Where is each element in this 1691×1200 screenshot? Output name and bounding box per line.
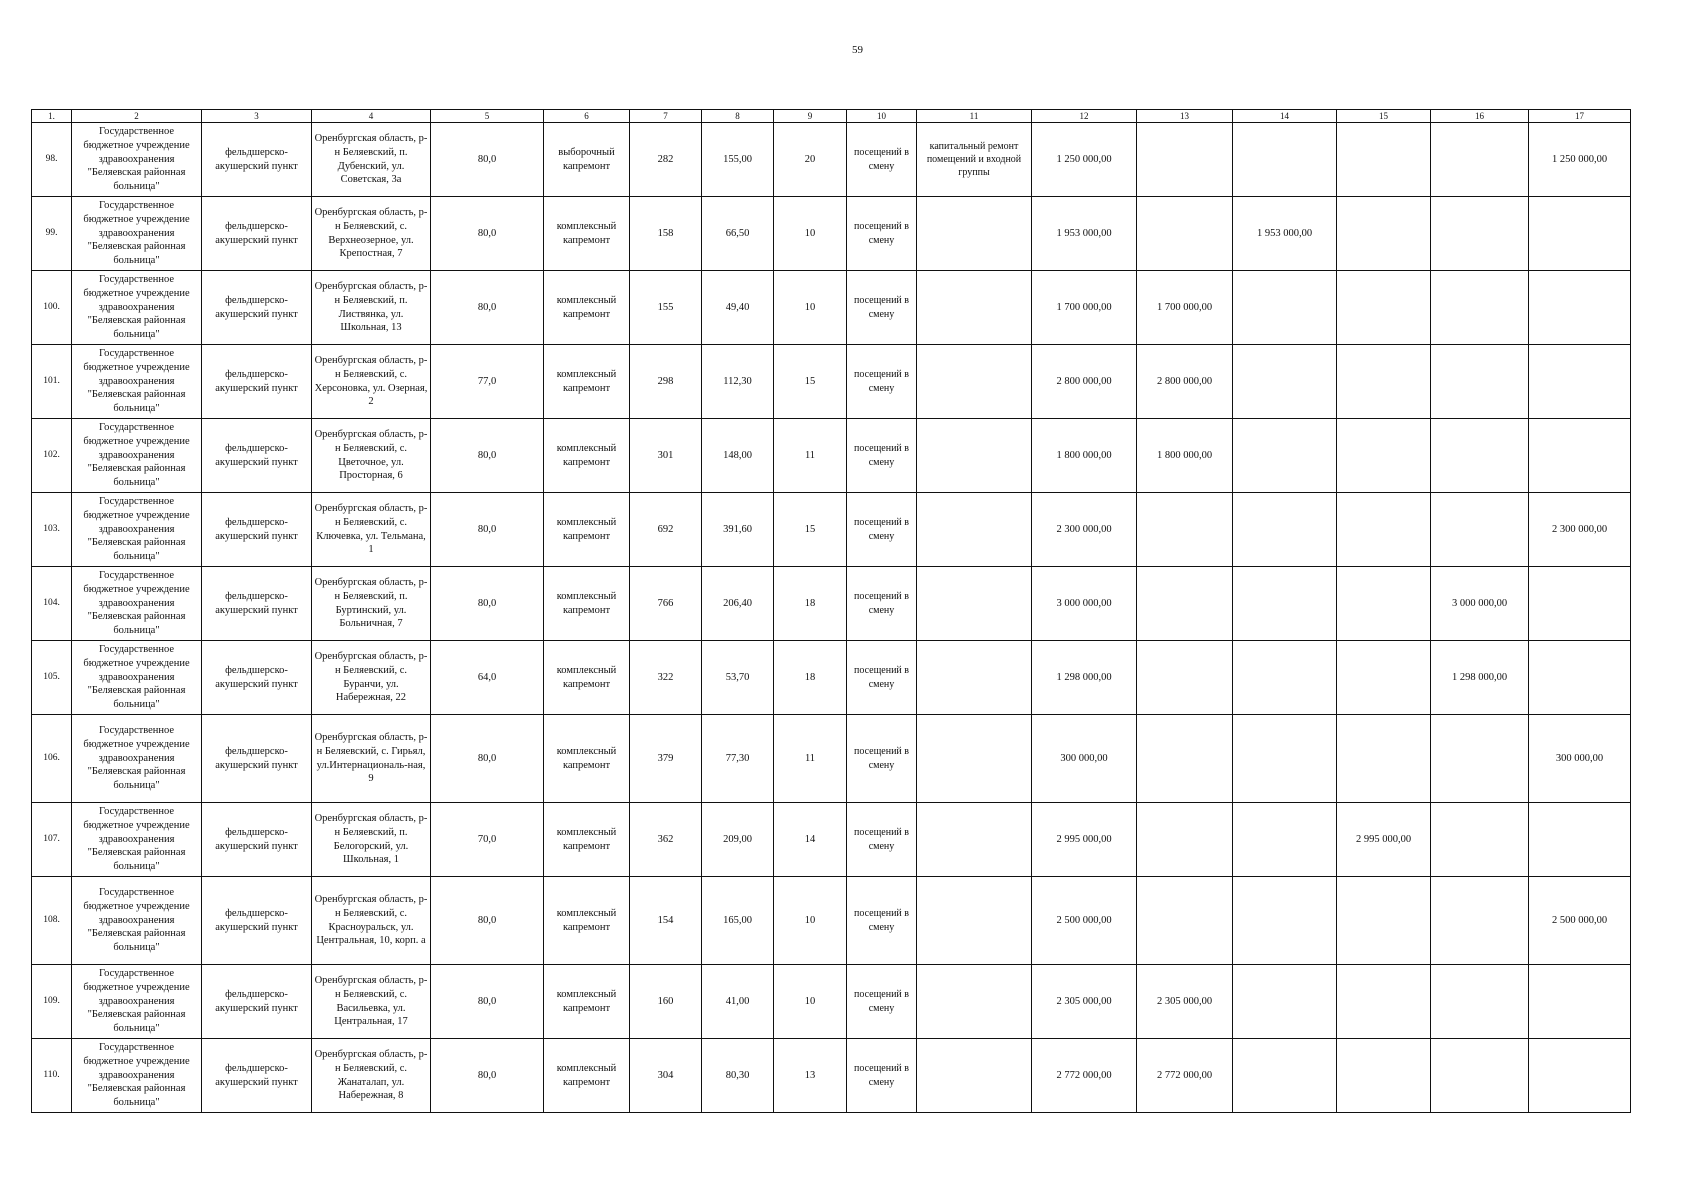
col-15-amount <box>1337 965 1431 1039</box>
col-15-amount <box>1337 1039 1431 1113</box>
facility-type: фельдшерско-акушерский пункт <box>202 567 312 641</box>
facility-address: Оренбургская область, р-н Беляевский, с. Жанаталап, ул. Набережная, 8 <box>312 1039 431 1113</box>
row-number: 102. <box>32 419 72 493</box>
col-5-value: 80,0 <box>431 1039 544 1113</box>
table-row <box>32 877 1631 965</box>
col-13-amount <box>1137 123 1233 197</box>
facility-type: фельдшерско-акушерский пункт <box>202 1039 312 1113</box>
facility-type: фельдшерско-акушерский пункт <box>202 123 312 197</box>
row-number: 99. <box>32 197 72 271</box>
col-13-amount: 2 305 000,00 <box>1137 965 1233 1039</box>
table-row <box>32 493 1631 567</box>
repair-type: комплексный капремонт <box>544 1039 630 1113</box>
col-14-amount <box>1233 271 1337 345</box>
row-number: 98. <box>32 123 72 197</box>
capacity-unit: посещений в смену <box>847 345 917 419</box>
column-header-3: 3 <box>202 110 312 123</box>
institution-name: Государственное бюджетное учреждение здравоохранения "Беляевская районная больница" <box>72 345 202 419</box>
total-cost: 2 305 000,00 <box>1032 965 1137 1039</box>
col-8-value: 41,00 <box>702 965 774 1039</box>
table-row <box>32 803 1631 877</box>
col-17-amount: 2 300 000,00 <box>1529 493 1631 567</box>
col-5-value: 80,0 <box>431 419 544 493</box>
col-5-value: 80,0 <box>431 493 544 567</box>
col-14-amount <box>1233 641 1337 715</box>
total-cost: 3 000 000,00 <box>1032 567 1137 641</box>
repair-type: выборочный капремонт <box>544 123 630 197</box>
table-row <box>32 419 1631 493</box>
row-number: 107. <box>32 803 72 877</box>
institution-name: Государственное бюджетное учреждение здравоохранения "Беляевская районная больница" <box>72 197 202 271</box>
col-13-amount: 2 772 000,00 <box>1137 1039 1233 1113</box>
work-description <box>917 803 1032 877</box>
work-description <box>917 197 1032 271</box>
col-14-amount <box>1233 567 1337 641</box>
facility-address: Оренбургская область, р-н Беляевский, с. Красноуральск, ул. Центральная, 10, корп. а <box>312 877 431 965</box>
col-7-value: 304 <box>630 1039 702 1113</box>
col-5-value: 80,0 <box>431 123 544 197</box>
col-9-value: 10 <box>774 271 847 345</box>
work-description <box>917 493 1032 567</box>
col-14-amount <box>1233 1039 1337 1113</box>
work-description <box>917 567 1032 641</box>
col-15-amount <box>1337 345 1431 419</box>
col-9-value: 10 <box>774 197 847 271</box>
column-header-13: 13 <box>1137 110 1233 123</box>
column-header-12: 12 <box>1032 110 1137 123</box>
capacity-unit: посещений в смену <box>847 493 917 567</box>
col-5-value: 70,0 <box>431 803 544 877</box>
col-16-amount <box>1431 197 1529 271</box>
facility-type: фельдшерско-акушерский пункт <box>202 965 312 1039</box>
total-cost: 2 995 000,00 <box>1032 803 1137 877</box>
col-14-amount <box>1233 803 1337 877</box>
col-13-amount <box>1137 715 1233 803</box>
facility-address: Оренбургская область, р-н Беляевский, п. Дубенский, ул. Советская, 3а <box>312 123 431 197</box>
col-14-amount <box>1233 345 1337 419</box>
col-16-amount <box>1431 803 1529 877</box>
table-row <box>32 1039 1631 1113</box>
col-16-amount: 1 298 000,00 <box>1431 641 1529 715</box>
col-16-amount <box>1431 419 1529 493</box>
row-number: 103. <box>32 493 72 567</box>
col-5-value: 80,0 <box>431 877 544 965</box>
table-row <box>32 567 1631 641</box>
institution-name: Государственное бюджетное учреждение здравоохранения "Беляевская районная больница" <box>72 419 202 493</box>
work-description: капитальный ремонт помещений и входной группы <box>917 123 1032 197</box>
col-17-amount: 1 250 000,00 <box>1529 123 1631 197</box>
column-header-7: 7 <box>630 110 702 123</box>
col-16-amount <box>1431 1039 1529 1113</box>
table-row <box>32 345 1631 419</box>
col-17-amount <box>1529 567 1631 641</box>
capacity-unit: посещений в смену <box>847 715 917 803</box>
col-5-value: 64,0 <box>431 641 544 715</box>
col-5-value: 80,0 <box>431 271 544 345</box>
col-9-value: 15 <box>774 345 847 419</box>
col-17-amount <box>1529 1039 1631 1113</box>
column-header-8: 8 <box>702 110 774 123</box>
institution-name: Государственное бюджетное учреждение здравоохранения "Беляевская районная больница" <box>72 803 202 877</box>
col-13-amount: 1 800 000,00 <box>1137 419 1233 493</box>
facility-type: фельдшерско-акушерский пункт <box>202 419 312 493</box>
row-number: 101. <box>32 345 72 419</box>
col-16-amount <box>1431 493 1529 567</box>
institution-name: Государственное бюджетное учреждение здравоохранения "Беляевская районная больница" <box>72 493 202 567</box>
repair-type: комплексный капремонт <box>544 493 630 567</box>
col-8-value: 209,00 <box>702 803 774 877</box>
capital-repair-table <box>31 109 1631 1113</box>
facility-type: фельдшерско-акушерский пункт <box>202 345 312 419</box>
col-7-value: 155 <box>630 271 702 345</box>
col-16-amount <box>1431 715 1529 803</box>
total-cost: 300 000,00 <box>1032 715 1137 803</box>
col-5-value: 80,0 <box>431 567 544 641</box>
col-9-value: 13 <box>774 1039 847 1113</box>
total-cost: 2 772 000,00 <box>1032 1039 1137 1113</box>
col-15-amount: 2 995 000,00 <box>1337 803 1431 877</box>
facility-address: Оренбургская область, р-н Беляевский, п. Буртинский, ул. Больничная, 7 <box>312 567 431 641</box>
col-16-amount <box>1431 345 1529 419</box>
col-8-value: 66,50 <box>702 197 774 271</box>
col-15-amount <box>1337 123 1431 197</box>
col-15-amount <box>1337 493 1431 567</box>
column-header-1: 1. <box>32 110 72 123</box>
col-5-value: 80,0 <box>431 965 544 1039</box>
column-header-14: 14 <box>1233 110 1337 123</box>
work-description <box>917 271 1032 345</box>
institution-name: Государственное бюджетное учреждение здравоохранения "Беляевская районная больница" <box>72 1039 202 1113</box>
col-8-value: 155,00 <box>702 123 774 197</box>
col-15-amount <box>1337 877 1431 965</box>
facility-address: Оренбургская область, р-н Беляевский, с. Верхнеозерное, ул. Крепостная, 7 <box>312 197 431 271</box>
facility-address: Оренбургская область, р-н Беляевский, с. Васильевка, ул. Центральная, 17 <box>312 965 431 1039</box>
col-15-amount <box>1337 715 1431 803</box>
table-row <box>32 715 1631 803</box>
column-header-16: 16 <box>1431 110 1529 123</box>
facility-type: фельдшерско-акушерский пункт <box>202 493 312 567</box>
col-13-amount <box>1137 877 1233 965</box>
col-14-amount <box>1233 123 1337 197</box>
facility-type: фельдшерско-акушерский пункт <box>202 197 312 271</box>
col-7-value: 362 <box>630 803 702 877</box>
col-16-amount: 3 000 000,00 <box>1431 567 1529 641</box>
col-8-value: 391,60 <box>702 493 774 567</box>
col-16-amount <box>1431 271 1529 345</box>
col-9-value: 11 <box>774 715 847 803</box>
col-9-value: 11 <box>774 419 847 493</box>
capacity-unit: посещений в смену <box>847 965 917 1039</box>
col-9-value: 18 <box>774 567 847 641</box>
col-8-value: 112,30 <box>702 345 774 419</box>
col-13-amount: 1 700 000,00 <box>1137 271 1233 345</box>
col-7-value: 160 <box>630 965 702 1039</box>
total-cost: 1 298 000,00 <box>1032 641 1137 715</box>
col-17-amount <box>1529 641 1631 715</box>
total-cost: 1 953 000,00 <box>1032 197 1137 271</box>
capacity-unit: посещений в смену <box>847 567 917 641</box>
column-header-9: 9 <box>774 110 847 123</box>
col-15-amount <box>1337 419 1431 493</box>
repair-type: комплексный капремонт <box>544 877 630 965</box>
capacity-unit: посещений в смену <box>847 1039 917 1113</box>
col-9-value: 10 <box>774 877 847 965</box>
institution-name: Государственное бюджетное учреждение здравоохранения "Беляевская районная больница" <box>72 641 202 715</box>
institution-name: Государственное бюджетное учреждение здравоохранения "Беляевская районная больница" <box>72 877 202 965</box>
col-17-amount <box>1529 271 1631 345</box>
col-9-value: 14 <box>774 803 847 877</box>
col-14-amount <box>1233 965 1337 1039</box>
facility-type: фельдшерско-акушерский пункт <box>202 271 312 345</box>
col-17-amount: 300 000,00 <box>1529 715 1631 803</box>
work-description <box>917 419 1032 493</box>
table-row <box>32 197 1631 271</box>
repair-type: комплексный капремонт <box>544 345 630 419</box>
col-8-value: 165,00 <box>702 877 774 965</box>
col-9-value: 15 <box>774 493 847 567</box>
col-16-amount <box>1431 877 1529 965</box>
col-7-value: 692 <box>630 493 702 567</box>
repair-type: комплексный капремонт <box>544 567 630 641</box>
facility-address: Оренбургская область, р-н Беляевский, с. Ключевка, ул. Тельмана, 1 <box>312 493 431 567</box>
col-7-value: 301 <box>630 419 702 493</box>
institution-name: Государственное бюджетное учреждение здравоохранения "Беляевская районная больница" <box>72 965 202 1039</box>
col-17-amount <box>1529 197 1631 271</box>
total-cost: 1 700 000,00 <box>1032 271 1137 345</box>
col-8-value: 77,30 <box>702 715 774 803</box>
col-9-value: 10 <box>774 965 847 1039</box>
row-number: 109. <box>32 965 72 1039</box>
work-description <box>917 1039 1032 1113</box>
column-header-17: 17 <box>1529 110 1631 123</box>
repair-type: комплексный капремонт <box>544 965 630 1039</box>
col-17-amount: 2 500 000,00 <box>1529 877 1631 965</box>
table-row <box>32 123 1631 197</box>
col-14-amount <box>1233 715 1337 803</box>
repair-type: комплексный капремонт <box>544 715 630 803</box>
facility-address: Оренбургская область, р-н Беляевский, п. Белогорский, ул. Школьная, 1 <box>312 803 431 877</box>
capacity-unit: посещений в смену <box>847 271 917 345</box>
facility-address: Оренбургская область, р-н Беляевский, с. Буранчи, ул. Набережная, 22 <box>312 641 431 715</box>
col-15-amount <box>1337 567 1431 641</box>
facility-address: Оренбургская область, р-н Беляевский, п. Листвянка, ул. Школьная, 13 <box>312 271 431 345</box>
facility-address: Оренбургская область, р-н Беляевский, с. Херсоновка, ул. Озерная, 2 <box>312 345 431 419</box>
facility-type: фельдшерско-акушерский пункт <box>202 877 312 965</box>
col-8-value: 80,30 <box>702 1039 774 1113</box>
repair-type: комплексный капремонт <box>544 271 630 345</box>
column-header-2: 2 <box>72 110 202 123</box>
col-15-amount <box>1337 271 1431 345</box>
col-17-amount <box>1529 965 1631 1039</box>
work-description <box>917 877 1032 965</box>
capacity-unit: посещений в смену <box>847 877 917 965</box>
row-number: 100. <box>32 271 72 345</box>
facility-address: Оренбургская область, р-н Беляевский, с. Гирьял, ул.Интернациональ-ная, 9 <box>312 715 431 803</box>
total-cost: 2 500 000,00 <box>1032 877 1137 965</box>
col-5-value: 80,0 <box>431 715 544 803</box>
col-13-amount <box>1137 641 1233 715</box>
total-cost: 2 800 000,00 <box>1032 345 1137 419</box>
column-header-11: 11 <box>917 110 1032 123</box>
row-number: 108. <box>32 877 72 965</box>
table-row <box>32 965 1631 1039</box>
facility-type: фельдшерско-акушерский пункт <box>202 715 312 803</box>
row-number: 104. <box>32 567 72 641</box>
col-7-value: 154 <box>630 877 702 965</box>
col-8-value: 49,40 <box>702 271 774 345</box>
col-7-value: 298 <box>630 345 702 419</box>
column-header-4: 4 <box>312 110 431 123</box>
col-17-amount <box>1529 803 1631 877</box>
facility-type: фельдшерско-акушерский пункт <box>202 641 312 715</box>
capacity-unit: посещений в смену <box>847 803 917 877</box>
col-13-amount <box>1137 197 1233 271</box>
col-13-amount <box>1137 567 1233 641</box>
col-9-value: 18 <box>774 641 847 715</box>
col-5-value: 80,0 <box>431 197 544 271</box>
row-number: 110. <box>32 1039 72 1113</box>
col-8-value: 53,70 <box>702 641 774 715</box>
col-13-amount <box>1137 803 1233 877</box>
institution-name: Государственное бюджетное учреждение здравоохранения "Беляевская районная больница" <box>72 123 202 197</box>
col-13-amount: 2 800 000,00 <box>1137 345 1233 419</box>
total-cost: 1 800 000,00 <box>1032 419 1137 493</box>
table-row <box>32 641 1631 715</box>
col-7-value: 158 <box>630 197 702 271</box>
total-cost: 1 250 000,00 <box>1032 123 1137 197</box>
institution-name: Государственное бюджетное учреждение здравоохранения "Беляевская районная больница" <box>72 715 202 803</box>
column-header-5: 5 <box>431 110 544 123</box>
column-header-10: 10 <box>847 110 917 123</box>
repair-type: комплексный капремонт <box>544 197 630 271</box>
work-description <box>917 965 1032 1039</box>
col-15-amount <box>1337 641 1431 715</box>
capacity-unit: посещений в смену <box>847 123 917 197</box>
repair-type: комплексный капремонт <box>544 419 630 493</box>
repair-type: комплексный капремонт <box>544 803 630 877</box>
col-7-value: 282 <box>630 123 702 197</box>
capacity-unit: посещений в смену <box>847 641 917 715</box>
col-14-amount <box>1233 419 1337 493</box>
work-description <box>917 641 1032 715</box>
facility-address: Оренбургская область, р-н Беляевский, с. Цветочное, ул. Просторная, 6 <box>312 419 431 493</box>
col-5-value: 77,0 <box>431 345 544 419</box>
table-row <box>32 271 1631 345</box>
total-cost: 2 300 000,00 <box>1032 493 1137 567</box>
col-17-amount <box>1529 419 1631 493</box>
row-number: 106. <box>32 715 72 803</box>
col-14-amount: 1 953 000,00 <box>1233 197 1337 271</box>
col-7-value: 379 <box>630 715 702 803</box>
facility-type: фельдшерско-акушерский пункт <box>202 803 312 877</box>
institution-name: Государственное бюджетное учреждение здравоохранения "Беляевская районная больница" <box>72 567 202 641</box>
page-number: 59 <box>852 44 863 56</box>
column-header-6: 6 <box>544 110 630 123</box>
col-14-amount <box>1233 877 1337 965</box>
capacity-unit: посещений в смену <box>847 197 917 271</box>
col-8-value: 148,00 <box>702 419 774 493</box>
col-17-amount <box>1529 345 1631 419</box>
institution-name: Государственное бюджетное учреждение здравоохранения "Беляевская районная больница" <box>72 271 202 345</box>
col-7-value: 322 <box>630 641 702 715</box>
row-number: 105. <box>32 641 72 715</box>
column-header-15: 15 <box>1337 110 1431 123</box>
work-description <box>917 715 1032 803</box>
repair-type: комплексный капремонт <box>544 641 630 715</box>
col-13-amount <box>1137 493 1233 567</box>
col-16-amount <box>1431 123 1529 197</box>
column-number-header-row <box>32 110 1631 123</box>
capacity-unit: посещений в смену <box>847 419 917 493</box>
col-15-amount <box>1337 197 1431 271</box>
col-8-value: 206,40 <box>702 567 774 641</box>
col-14-amount <box>1233 493 1337 567</box>
col-7-value: 766 <box>630 567 702 641</box>
work-description <box>917 345 1032 419</box>
col-9-value: 20 <box>774 123 847 197</box>
col-16-amount <box>1431 965 1529 1039</box>
